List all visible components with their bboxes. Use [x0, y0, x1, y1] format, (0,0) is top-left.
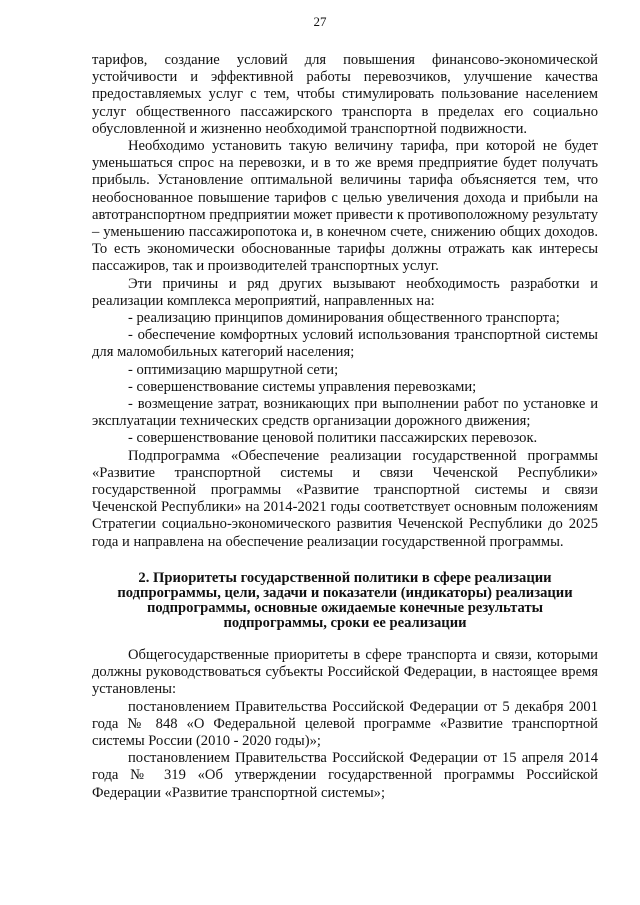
paragraph: - оптимизацию маршрутной сети;	[128, 361, 339, 378]
paragraph: Подпрограмма «Обеспечение реализации государственной программы «Развитие транспортной системы и связи Чеченской Республики» государственной программы «Развитие транспортной системы и связи Чеченской Республики» на 2014-2021 годы соответствует основным положениям Стратегии социально-экономического развития Чеченской Республики до 2025 года и направлена на обеспечение реализации государственной программы.	[92, 447, 598, 550]
paragraph: Общегосударственные приоритеты в сфере транспорта и связи, которыми должны руководствоваться субъекты Российской Федерации, в настоящее время установлены:	[92, 646, 598, 698]
paragraphs-after-heading	[92, 647, 598, 802]
section-heading-line: подпрограммы, основные ожидаемые конечные результаты	[146, 599, 544, 616]
paragraphs-before-heading	[92, 52, 598, 551]
page-number: 27	[313, 14, 327, 29]
section-heading	[92, 571, 598, 631]
paragraph: - реализацию принципов доминирования общественного транспорта;	[128, 310, 560, 327]
paragraph: постановлением Правительства Российской Федерации от 15 апреля 2014 года № 319 «Об утверждении государственной программы Российской Федерации «Развитие транспортной системы»;	[92, 750, 598, 801]
paragraph: Эти причины и ряд других вызывают необходимость разработки и реализации комплекса мероприятий, направленных на:	[92, 275, 598, 309]
paragraph: - совершенствование системы управления перевозками;	[128, 378, 477, 395]
paragraph: Необходимо установить такую величину тарифа, при которой не будет уменьшаться спрос на перевозки, и в то же время предприятие будет получать прибыль. Установление оптимальной величины тарифа объясняется тем, что необоснованное повышение тарифов с целью увеличения дохода и прибыли на автотранспортном предприятии может привести к противоположному результату – уменьшению пассажиропотока и, в конечном счете, снижению общих доходов. То есть экономически обоснованные тарифы должны отражать как интересы пассажиров, так и производителей транспортных услуг.	[92, 138, 598, 275]
section-heading-line: подпрограммы, сроки ее реализации	[223, 614, 467, 631]
paragraph: - обеспечение комфортных условий использования транспортной системы для маломобильных категорий населения;	[92, 327, 598, 361]
paragraph: тарифов, создание условий для повышения финансово-экономической устойчивости и эффективной работы перевозчиков, улучшение качества предоставляемых услуг с тем, чтобы стимулировать пользование населением услуг общественного пассажирского транспорта в пределах его социально обусловленной и жизненно необходимой транспортной подвижности.	[92, 52, 598, 137]
section-heading-line: 2. Приоритеты государственной политики в сфере реализации	[138, 569, 552, 586]
paragraph: постановлением Правительства Российской Федерации от 5 декабря 2001 года № 848 «О Федеральной целевой программе «Развитие транспортной системы России (2010 - 2020 годы)»;	[92, 698, 598, 749]
document-body	[92, 52, 598, 802]
paragraph: - совершенствование ценовой политики пассажирских перевозок.	[128, 430, 538, 447]
paragraph: - возмещение затрат, возникающих при выполнении работ по установке и эксплуатации технических средств организации дорожного движения;	[92, 396, 598, 430]
section-heading-line: подпрограммы, цели, задачи и показатели (индикаторы) реализации	[117, 584, 573, 601]
